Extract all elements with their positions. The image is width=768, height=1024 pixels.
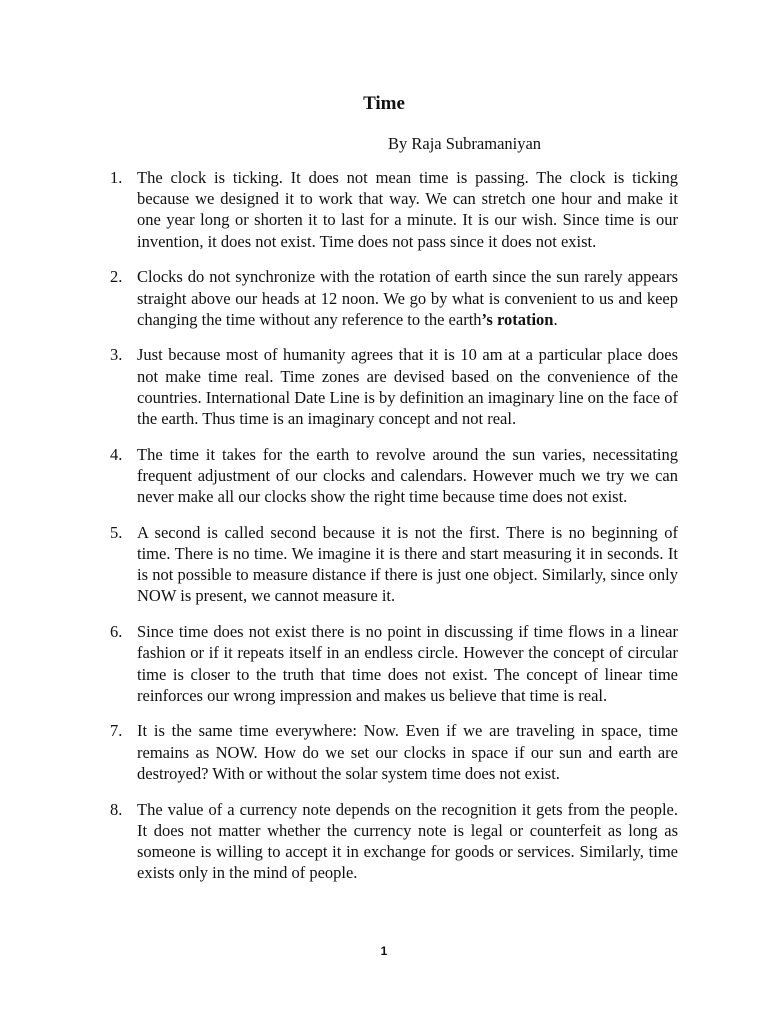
list-item-text: The time it takes for the earth to revolve around the sun varies, necessitating frequent adjustment of our clocks and calendars. However much we try we can never make all our clocks show the right time because time does not exist. bbox=[137, 444, 678, 507]
list-item-number: 3. bbox=[110, 345, 123, 365]
list-item-6 bbox=[110, 621, 678, 706]
list-item-number: 6. bbox=[110, 622, 123, 642]
list-item-text: It is the same time everywhere: Now. Even if we are traveling in space, time remains as NOW. How do we set our clocks in space if our sun and earth are destroyed? With or without the solar system time does not exist. bbox=[137, 721, 678, 783]
list-item-text: The value of a currency note depends on the recognition it gets from the people. It does not matter whether the currency note is legal or counterfeit as long as someone is willing to accept it in exchange for goods or services. Similarly, time exists only in the mind of people. bbox=[137, 799, 678, 883]
list-item-4 bbox=[110, 444, 678, 508]
list-item-text-main: Clocks do not synchronize with the rotation of earth since the sun rarely appears straight above our heads at 12 noon. We go by what is convenient to us and keep changing the time without any reference to the earth bbox=[137, 267, 678, 329]
list-item-text-end: . bbox=[553, 309, 558, 329]
page-number: 1 bbox=[380, 944, 388, 958]
list-item-number: 4. bbox=[110, 444, 123, 464]
numbered-list bbox=[110, 167, 678, 898]
list-item-number: 1. bbox=[110, 168, 123, 187]
list-item-7 bbox=[110, 720, 678, 784]
list-item-number: 8. bbox=[110, 799, 123, 819]
list-item-text: A second is called second because it is not the first. There is no beginning of time. There is no time. We imagine it is there and start measuring it in seconds. It is not possible to measure distance if there is just one object. Similarly, since only NOW is present, we cannot measure it. bbox=[137, 522, 678, 606]
list-item-1 bbox=[110, 167, 678, 252]
list-item-text bbox=[137, 266, 678, 330]
list-item-text: Since time does not exist there is no point in discussing if time flows in a linear fashion or if it repeats itself in an endless circle. However the concept of circular time is closer to the truth that time does not exist. The concept of linear time reinforces our wrong impression and makes us believe that time is real. bbox=[137, 622, 678, 705]
list-item-text: Just because most of humanity agrees that it is 10 am at a particular place does not make time real. Time zones are devised based on the convenience of the countries. International Date Line is by definition an imaginary line on the face of the earth. Thus time is an imaginary concept and not real. bbox=[137, 345, 678, 429]
list-item-8 bbox=[110, 799, 678, 884]
list-item-5 bbox=[110, 522, 678, 607]
list-item-number: 2. bbox=[110, 267, 123, 287]
document-title: Time bbox=[363, 93, 405, 114]
list-item-number: 5. bbox=[110, 522, 123, 542]
document-author: By Raja Subramaniyan bbox=[388, 134, 542, 153]
list-item-3 bbox=[110, 344, 678, 429]
list-item-number: 7. bbox=[110, 721, 123, 741]
list-item-text: The clock is ticking. It does not mean time is passing. The clock is ticking because we designed it to work that way. We can stretch one hour and make it one year long or shorten it to last for a minute. It is our wish. Since time is our invention, it does not exist. Time does not pass since it does not exist. bbox=[137, 168, 678, 251]
list-item-bold-text: ’s rotation bbox=[481, 309, 554, 329]
list-item-2 bbox=[110, 266, 678, 330]
